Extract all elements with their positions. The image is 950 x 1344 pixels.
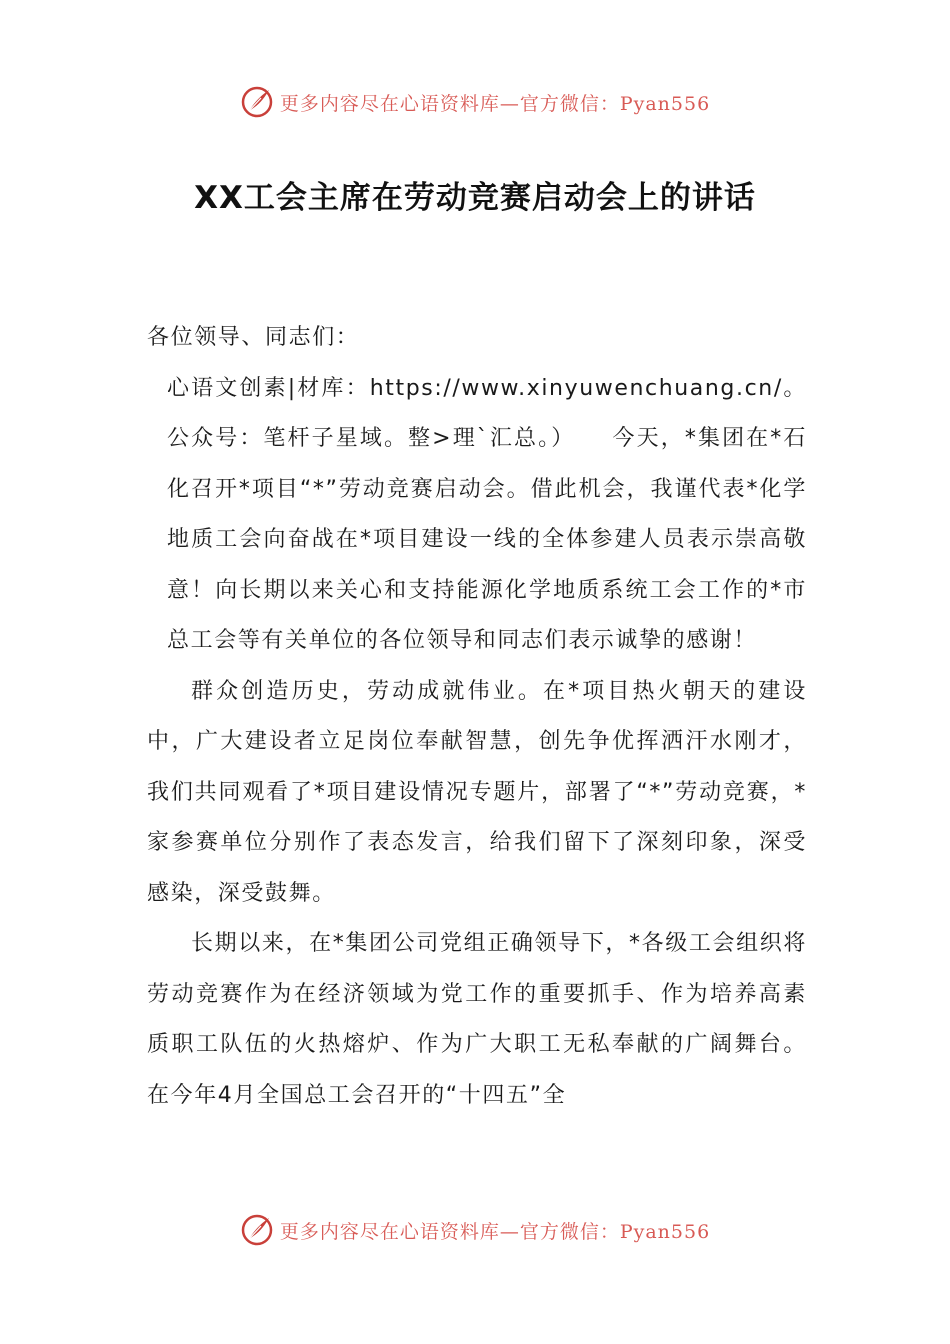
salutation: 各位领导、同志们： [147,325,360,350]
footer-banner [0,1210,950,1250]
quill-pen-circle-icon [240,1213,274,1247]
header-banner-text: 更多内容尽在心语资料库—官方微信：Pyan556 [279,92,711,115]
paragraph-3: 长期以来，在*集团公司党组正确领导下，*各级工会组织将劳动竞赛作为在经济领域为党工作的重要抓手、作为培养高素质职工队伍的火热熔炉、作为广大职工无私奉献的广阔舞台。在今年4月全国总工会召开的“十四五”全 [147,931,807,1108]
paragraph-1: 心语文创素|材库：https://www.xinyuwenchuang.cn/。公众号：笔杆子星域。整>理`汇总。） 今天，*集团在*石化召开*项目“*”劳动竞赛启动会。借此机会，我谨代表*化学地质工会向奋战在*项目建设一线的全体参建人员表示崇高敬意！向长期以来关心和支持能源化学地质系统工会工作的*市总工会等有关单位的各位领导和同志们表示诚挚的感谢！ [167,375,807,653]
quill-pen-circle-icon [240,85,274,119]
header-banner [0,82,950,122]
footer-banner-text: 更多内容尽在心语资料库—官方微信：Pyan556 [279,1220,711,1243]
document-body [147,313,807,1121]
document-title: XX工会主席在劳动竞赛启动会上的讲话 [194,180,756,216]
paragraph-2: 群众创造历史，劳动成就伟业。在*项目热火朝天的建设中，广大建设者立足岗位奉献智慧，创先争优挥洒汗水刚才，我们共同观看了*项目建设情况专题片，部署了“*”劳动竞赛，*家参赛单位分别作了表态发言，给我们留下了深刻印象，深受感染，深受鼓舞。 [147,678,807,906]
